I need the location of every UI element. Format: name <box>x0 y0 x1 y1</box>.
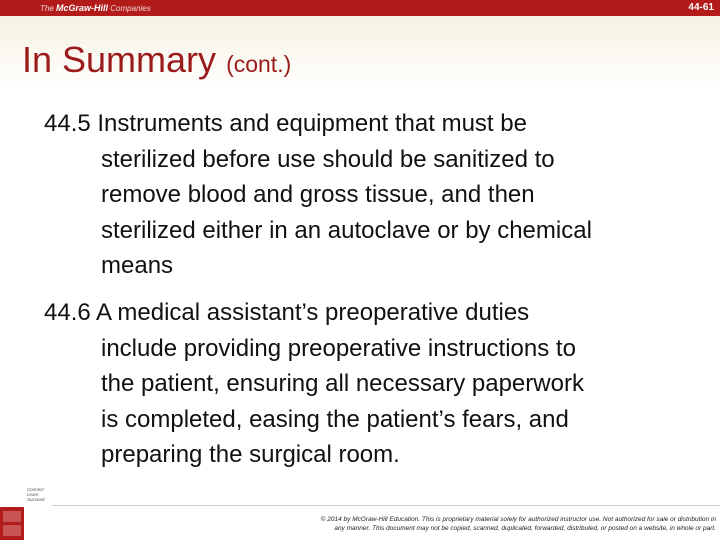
brand-suffix: Companies <box>110 4 151 13</box>
point-line: sterilized before use should be sanitized to <box>101 145 555 173</box>
point-line: remove blood and gross tissue, and then <box>101 181 535 208</box>
logo-text-connect: Connect <box>27 487 44 492</box>
brand-name: McGraw-Hill <box>56 3 109 13</box>
summary-point-44-6 <box>44 295 694 473</box>
logo-text-learn: Learn <box>27 492 39 497</box>
copyright-line-1: © 2014 by McGraw-Hill Education. This is proprietary material solely for authorized instructor use. Not authorized for sale or distribution in <box>320 516 716 523</box>
copyright-line-2: any manner. This document may not be copied, scanned, duplicated, forwarded, distributed, or posted on a website, in whole or part. <box>334 525 716 532</box>
slide-number: 44-61 <box>688 2 714 13</box>
point-line: sterilized either in an autoclave or by chemical <box>101 216 592 244</box>
brand-prefix: The <box>40 4 54 13</box>
footer-divider <box>52 505 720 506</box>
point-line: include providing preoperative instructions to <box>101 334 576 362</box>
point-line: preparing the surgical room. <box>101 441 400 468</box>
point-line: 44.6 A medical assistant’s preoperative duties <box>44 299 530 326</box>
point-line: 44.5 Instruments and equipment that must be <box>44 110 527 137</box>
point-line: means <box>101 252 174 279</box>
header-bar <box>0 0 720 16</box>
logo-text-succeed: Succeed <box>27 497 45 502</box>
copyright-notice <box>180 515 716 533</box>
slide-title-sub: (cont.) <box>226 51 292 77</box>
mcgraw-hill-logo <box>0 485 52 540</box>
summary-point-44-5 <box>44 106 694 284</box>
slide-title <box>22 40 291 84</box>
point-line: the patient, ensuring all necessary paperwork <box>101 370 584 397</box>
publisher-brand <box>40 1 151 15</box>
point-line: is completed, easing the patient’s fears, and <box>101 405 569 433</box>
slide-title-main: In Summary <box>22 39 217 80</box>
title-band <box>0 16 720 90</box>
